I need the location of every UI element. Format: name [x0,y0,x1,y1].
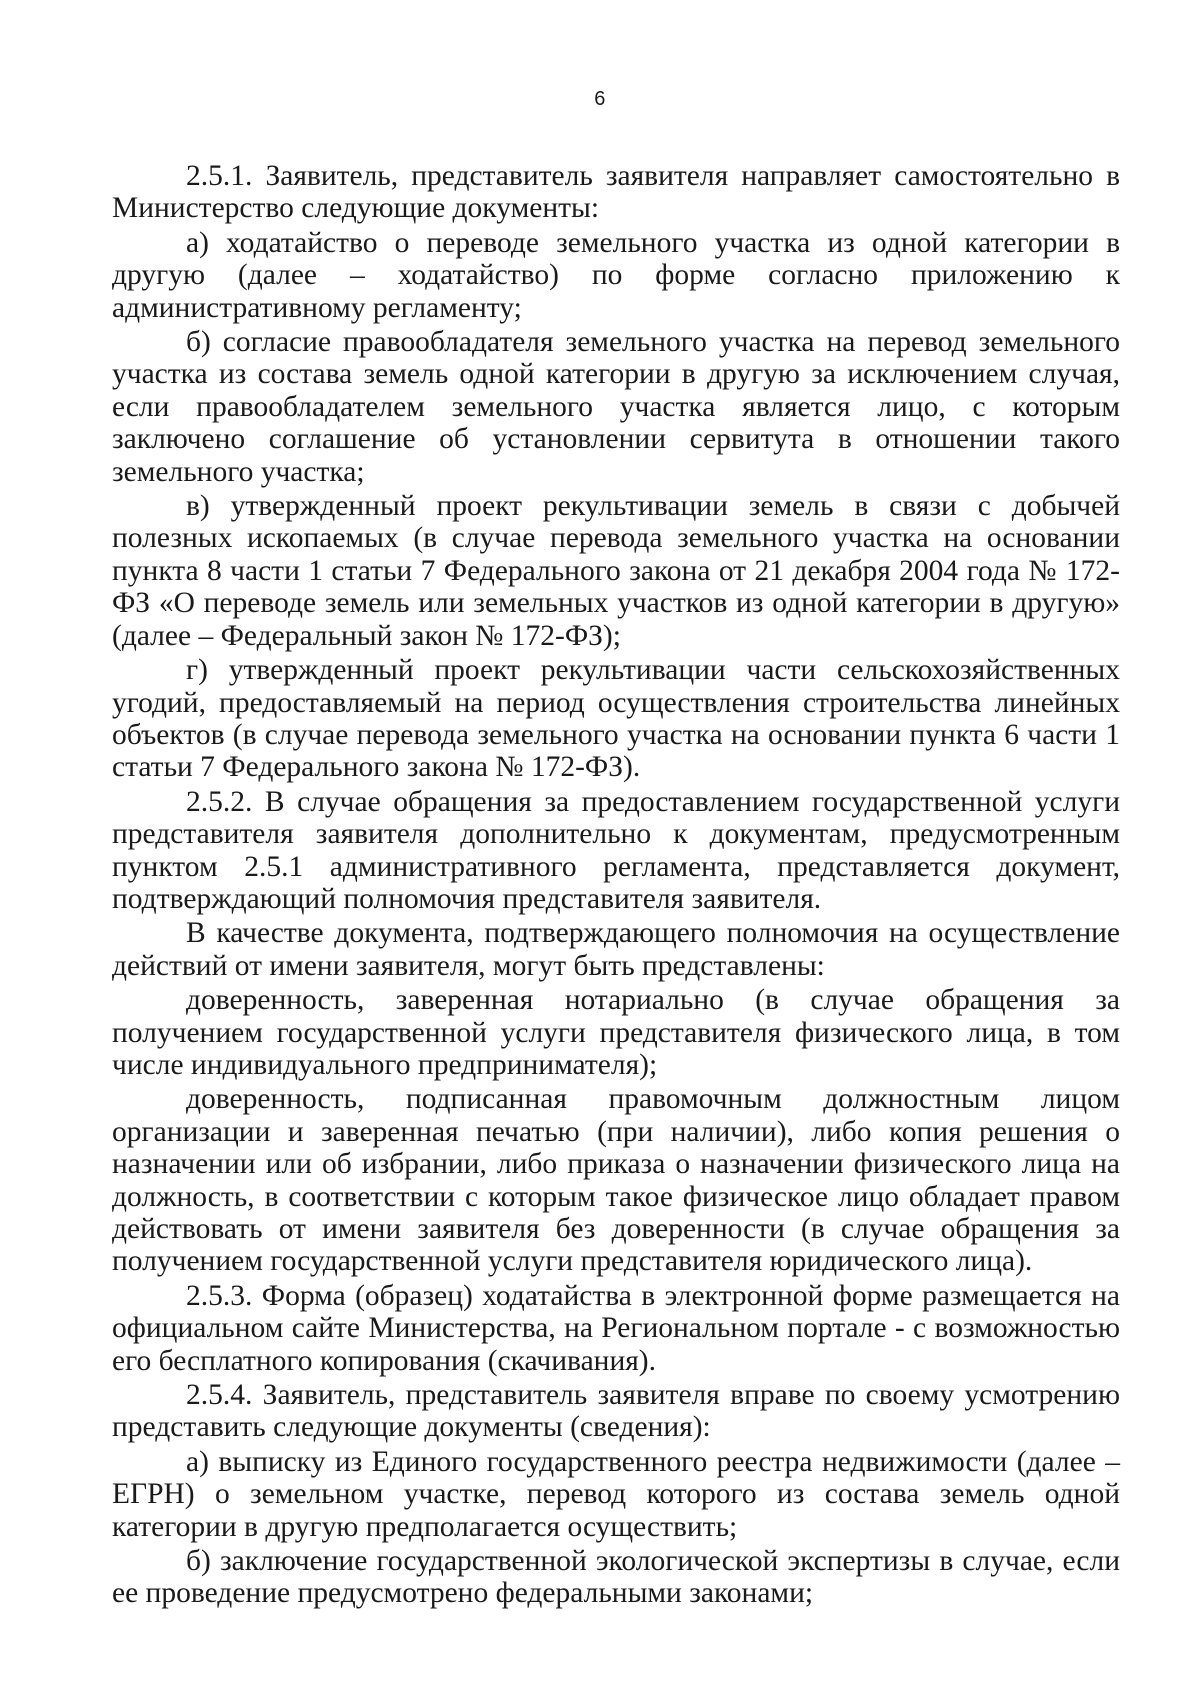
paragraph-notarized-power: доверенность, заверенная нотариально (в случае обращения за получением государственной услуги представителя физического лица, в том числе индивидуального предпринимателя); [112,984,1120,1081]
list-item-b-expertise: б) заключение государственной экологической экспертизы в случае, если ее проведение предусмотрено федеральными законами; [112,1545,1120,1610]
paragraph-2-5-2: 2.5.2. В случае обращения за предоставлением государственной услуги представителя заявителя дополнительно к документам, предусмотренным пунктом 2.5.1 административного регламента, представляется документ, подтверждающий полномочия представителя заявителя. [112,785,1120,915]
page-number: 6 [594,88,606,110]
paragraph-2-5-4: 2.5.4. Заявитель, представитель заявителя вправе по своему усмотрению представить следующие документы (сведения): [112,1379,1120,1444]
list-item-v: в) утвержденный проект рекультивации земель в связи с добычей полезных ископаемых (в случае перевода земельного участка на основании пункта 8 части 1 статьи 7 Федерального закона от 21 декабря 2004 года № 172-ФЗ «О переводе земель или земельных участков из одной категории в другую» (далее – Федеральный закон № 172-ФЗ); [112,490,1120,652]
list-item-b: б) согласие правообладателя земельного участка на перевод земельного участка из состава земель одной категории в другую за исключением случая, если правообладателем земельного участка является лицо, с которым заключено соглашение об установлении сервитута в отношении такого земельного участка; [112,326,1120,488]
list-item-g: г) утвержденный проект рекультивации части сельскохозяйственных угодий, предоставляемый на период осуществления строительства линейных объектов (в случае перевода земельного участка на основании пункта 6 части 1 статьи 7 Федерального закона № 172-ФЗ). [112,654,1120,784]
paragraph-signed-power: доверенность, подписанная правомочным должностным лицом организации и заверенная печатью (при наличии), либо копия решения о назначении или об избрании, либо приказа о назначении физического лица на должность, в соответствии с которым такое физическое лицо обладает правом действовать от имени заявителя без доверенности (в случае обращения за получением государственной услуги представителя юридического лица). [112,1083,1120,1278]
list-item-a: а) ходатайство о переводе земельного участка из одной категории в другую (далее – ходатайство) по форме согласно приложению к административному регламенту; [112,226,1120,324]
paragraph-2-5-1: 2.5.1. Заявитель, представитель заявителя направляет самостоятельно в Министерство следующие документы: [112,160,1120,225]
list-item-a-egrn: а) выписку из Единого государственного реестра недвижимости (далее – ЕГРН) о земельном участке, перевод которого из состава земель одной категории в другую предполагается осуществить; [112,1445,1120,1543]
document-body [112,160,1120,1610]
paragraph-2-5-3: 2.5.3. Форма (образец) ходатайства в электронной форме размещается на официальном сайте Министерства, на Региональном портале - с возможностью его бесплатного копирования (скачивания). [112,1279,1120,1377]
paragraph-authority-docs: В качестве документа, подтверждающего полномочия на осуществление действий от имени заявителя, могут быть представлены: [112,917,1120,982]
